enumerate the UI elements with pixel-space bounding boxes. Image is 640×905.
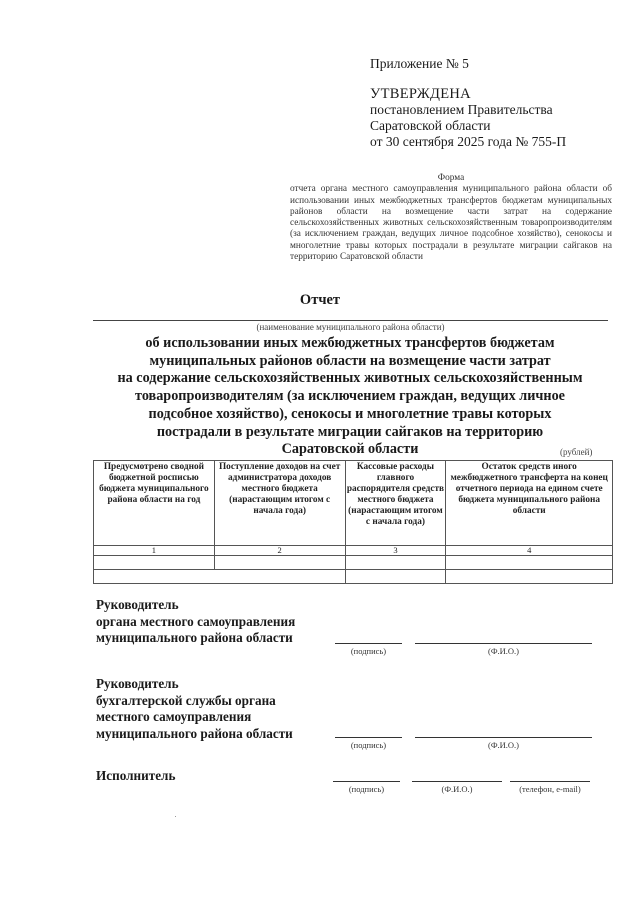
- header-revenue: Поступление доходов на счет администратора доходов местного бюджета (нарастающим итогом с начала года): [214, 461, 345, 546]
- column-number: 2: [214, 546, 345, 556]
- approval-line: Саратовской области: [370, 118, 491, 133]
- subtitle-line: Саратовской области: [281, 441, 419, 458]
- subtitle-line: пострадали в результате миграции сайгаков на территорию: [156, 423, 544, 440]
- report-table: [93, 460, 613, 584]
- appendix-number: Приложение № 5: [370, 56, 469, 71]
- subtitle-line: об использовании иных межбюджетных трансфертов бюджетам: [145, 335, 555, 351]
- accounting-name-field[interactable]: [415, 737, 592, 738]
- accounting-signature-label: [96, 676, 293, 742]
- form-title: Форма: [437, 173, 465, 183]
- table-cell[interactable]: [345, 556, 446, 570]
- label-line: Руководитель: [96, 676, 179, 691]
- district-name-field[interactable]: [93, 320, 608, 321]
- accounting-name-caption: (Ф.И.О.): [487, 740, 520, 750]
- head-signature-field[interactable]: [335, 643, 402, 644]
- table-cell[interactable]: [94, 570, 346, 584]
- header-balance: Остаток средств иного межбюджетного трансферта на конец отчетного периода на едином счете бюджета муниципального района области: [446, 461, 613, 546]
- executor-contact-field[interactable]: [510, 781, 590, 782]
- table-cell[interactable]: [345, 570, 446, 584]
- head-name-caption: (Ф.И.О.): [487, 646, 520, 656]
- table-row: [94, 570, 613, 584]
- executor-signature-field[interactable]: [333, 781, 400, 782]
- column-number: 4: [446, 546, 613, 556]
- units-label: (рублей): [560, 447, 593, 457]
- table-header-row: [94, 461, 613, 546]
- table-cell[interactable]: [94, 556, 215, 570]
- report-title: Отчет: [299, 292, 341, 308]
- table-cell[interactable]: [214, 556, 345, 570]
- subtitle-line: подсобное хозяйство), сенокосы и многолетние травы которых: [148, 405, 552, 422]
- accounting-signature-caption: (подпись): [350, 740, 387, 750]
- scan-artifact: [175, 816, 176, 817]
- header-planned: Предусмотрено сводной бюджетной росписью бюджета муниципального района области на год: [94, 461, 215, 546]
- subtitle-line: товаропроизводителям (за исключением граждан, ведущих личное: [135, 388, 565, 405]
- column-number: 1: [94, 546, 215, 556]
- label-line: муниципального района области: [96, 725, 293, 741]
- approval-stamp: [370, 86, 566, 150]
- district-name-caption: (наименование муниципального района области): [256, 322, 445, 332]
- form-text: отчета органа местного самоуправления муниципального района области об использовании иных межбюджетных трансфертов бюджетам муниципальных районов области на возмещение части затрат на содержание сельскохозяйственных животных сельскохозяйственным товаропроизводителям (за исключением граждан, ведущих личное подсобное хозяйство), сенокосы и многолетние травы которых пострадали в результате миграции сайгаков на территорию Саратовской области: [290, 184, 612, 263]
- label-line: бухгалтерской службы органа: [96, 692, 276, 708]
- executor-signature-caption: (подпись): [348, 784, 385, 794]
- executor-contact-caption: (телефон, e-mail): [519, 784, 581, 794]
- head-signature-label: [96, 597, 295, 647]
- approval-line: постановлением Правительства: [370, 102, 553, 117]
- column-number-row: [94, 546, 613, 556]
- accounting-signature-field[interactable]: [335, 737, 402, 738]
- approval-line: от 30 сентября 2025 года № 755-П: [370, 134, 567, 149]
- column-number: 3: [345, 546, 446, 556]
- report-subtitle: [90, 335, 610, 459]
- executor-name-field[interactable]: [412, 781, 502, 782]
- table-cell[interactable]: [446, 556, 613, 570]
- label-line: органа местного самоуправления: [96, 613, 296, 629]
- approval-heading: УТВЕРЖДЕНА: [370, 86, 471, 102]
- table-cell[interactable]: [446, 570, 613, 584]
- table-row: [94, 556, 613, 570]
- executor-label: Исполнитель: [96, 768, 176, 783]
- executor-name-caption: (Ф.И.О.): [441, 784, 473, 794]
- form-description: [290, 173, 612, 263]
- head-name-field[interactable]: [415, 643, 592, 644]
- label-line: Руководитель: [96, 597, 179, 612]
- subtitle-line: на содержание сельскохозяйственных животных сельскохозяйственным: [117, 370, 583, 387]
- label-line: муниципального района области: [96, 630, 293, 645]
- head-signature-caption: (подпись): [350, 646, 387, 656]
- header-expenses: Кассовые расходы главного распорядителя средств местного бюджета (нарастающим итогом с начала года): [345, 461, 446, 546]
- subtitle-line: муниципальных районов области на возмещение части затрат: [149, 352, 551, 369]
- label-line: местного самоуправления: [96, 709, 252, 724]
